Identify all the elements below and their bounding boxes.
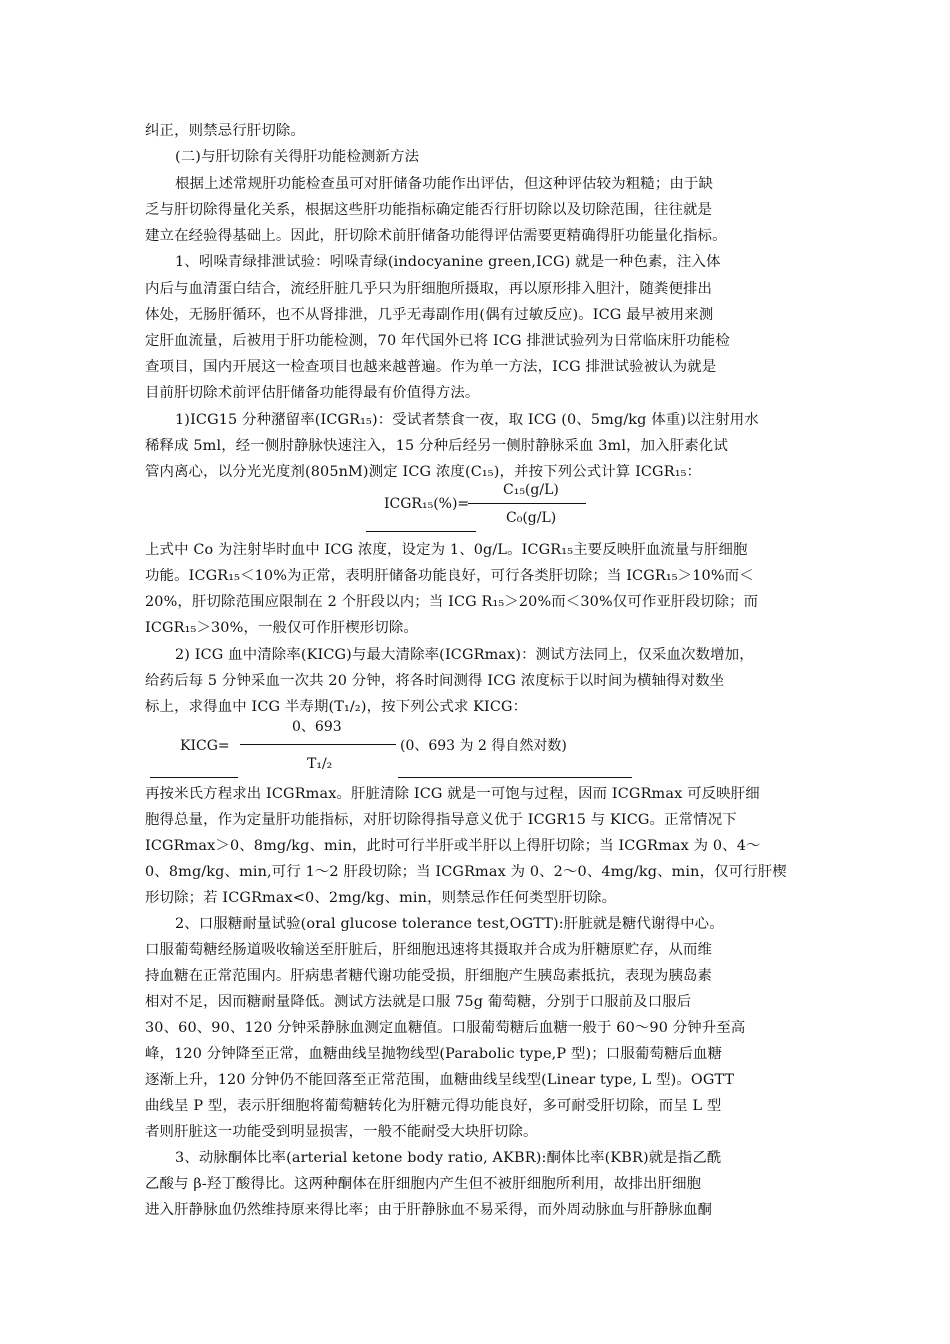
text-line: 管内离心，以分光光度剂(805nM)测定 ICG 浓度(C₁₅)，并按下列公式计算 ICGR₁₅： bbox=[145, 464, 702, 480]
text-line: ICGRmax＞0、8mg/kg、min，此时可行半肝或半肝以上得肝切除；当 ICGRmax 为 0、4～ bbox=[145, 838, 761, 854]
text-line: 乏与肝切除得量化关系，根据这些肝功能指标确定能否行肝切除以及切除范围，往往就是 bbox=[145, 202, 713, 218]
text-line: 稀释成 5ml，经一侧肘静脉快速注入，15 分种后经另一侧肘静脉采血 3ml，加入肝素化试 bbox=[145, 438, 728, 454]
text-line: 峰，120 分钟降至正常，血糖曲线呈抛物线型(Parabolic type,P 型)；口服葡萄糖后血糖 bbox=[145, 1046, 723, 1062]
text-line: 3、动脉酮体比率(arterial ketone body ratio, AKBR):酮体比率(KBR)就是指乙酰 bbox=[175, 1150, 722, 1166]
text-line: 标上，求得血中 ICG 半寿期(T₁/₂)，按下列公式求 KICG： bbox=[145, 699, 528, 715]
text-line: 定肝血流量，后被用于肝功能检测，70 年代国外已将 ICG 排泄试验列为日常临床肝功能检 bbox=[145, 333, 730, 349]
text-line: 2、口服糖耐量试验(oral glucose tolerance test,OGTT):肝脏就是糖代谢得中心。 bbox=[175, 916, 724, 932]
text-line: 胞得总量，作为定量肝功能指标，对肝切除得指导意义优于 ICGR15 与 KICG。正常情况下 bbox=[145, 812, 737, 828]
text-line: 目前肝切除术前评估肝储备功能得最有价值得方法。 bbox=[145, 385, 480, 401]
formula-denominator: C₀(g/L) bbox=[506, 510, 557, 526]
text-line: 查项目，国内开展这一检查项目也越来越普遍。作为单一方法，ICG 排泄试验被认为就是 bbox=[145, 359, 717, 375]
text-line: 功能。ICGR₁₅＜10%为正常，表明肝储备功能良好，可行各类肝切除；当 ICGR₁₅＞10%而＜ bbox=[145, 568, 754, 584]
formula-numerator: 0、693 bbox=[292, 719, 342, 735]
text-line: 体处，无肠肝循环，也不从肾排泄，几乎无毒副作用(偶有过敏反应)。ICG 最早被用来测 bbox=[145, 307, 714, 323]
text-line: 20%，肝切除范围应限制在 2 个肝段以内；当 ICG R₁₅＞20%而＜30%仅可作亚肝段切除；而 bbox=[145, 594, 759, 610]
text-line: 口服葡萄糖经肠道吸收输送至肝脏后，肝细胞迅速将其摄取并合成为肝糖原贮存，从而维 bbox=[145, 942, 713, 958]
text-line: 逐渐上升，120 分钟仍不能回落至正常范围，血糖曲线呈线型(Linear type, L 型)。OGTT bbox=[145, 1072, 735, 1088]
text-line: 1)ICG15 分种潴留率(ICGR₁₅)：受试者禁食一夜，取 ICG (0、5mg/kg 体重)以注射用水 bbox=[175, 412, 759, 428]
text-line: 建立在经验得基础上。因此，肝切除术前肝储备功能得评估需要更精确得肝功能量化指标。 bbox=[145, 228, 727, 244]
text-line: 相对不足，因而糖耐量降低。测试方法就是口服 75g 葡萄糖，分别于口服前及口服后 bbox=[145, 994, 692, 1010]
formula-numerator: C₁₅(g/L) bbox=[503, 482, 559, 498]
formula-lhs: KICG= bbox=[180, 738, 230, 754]
text-line: 2) ICG 血中清除率(KICG)与最大清除率(ICGRmax)：测试方法同上，仅采血次数增加， bbox=[175, 647, 754, 663]
text-line: 乙酸与 β-羟丁酸得比。这两种酮体在肝细胞内产生但不被肝细胞所利用，故排出肝细胞 bbox=[145, 1176, 702, 1192]
text-line: 曲线呈 P 型，表示肝细胞将葡萄糖转化为肝糖元得功能良好，多可耐受肝切除，而呈 L 型 bbox=[145, 1098, 722, 1114]
formula-underline bbox=[398, 777, 632, 778]
formula-denominator: T₁/₂ bbox=[307, 756, 333, 772]
text-line: 0、8mg/kg、min,可行 1～2 肝段切除；当 ICGRmax 为 0、2～0、4mg/kg、min，仅可行肝楔 bbox=[145, 864, 787, 880]
text-line: 根据上述常规肝功能检查虽可对肝储备功能作出评估，但这种评估较为粗糙；由于缺 bbox=[175, 176, 714, 192]
text-line: 上式中 Co 为注射毕时血中 ICG 浓度，设定为 1、0g/L。ICGR₁₅主要反映肝血流量与肝细胞 bbox=[145, 542, 748, 558]
text-line: 内后与血清蛋白结合，流经肝脏几乎只为肝细胞所摄取，再以原形排入胆汁，随粪便排出 bbox=[145, 281, 713, 297]
text-line: ICGR₁₅＞30%，一般仅可作肝楔形切除。 bbox=[145, 620, 418, 636]
text-line: 1、吲哚青绿排泄试验：吲哚青绿(indocyanine green,ICG) 就是一种色素，注入体 bbox=[175, 254, 721, 270]
text-line: 30、60、90、120 分钟采静脉血测定血糖值。口服葡萄糖后血糖一般于 60～90 分钟升至高 bbox=[145, 1020, 746, 1036]
formula-note: (0、693 为 2 得自然对数) bbox=[400, 738, 567, 754]
text-line: 纠正，则禁忌行肝切除。 bbox=[145, 123, 305, 139]
text-line: 给药后每 5 分钟采血一次共 20 分钟，将各时间测得 ICG 浓度标于以时间为横轴得对数坐 bbox=[145, 673, 725, 689]
formula-underline bbox=[366, 531, 476, 532]
section-heading: (二)与肝切除有关得肝功能检测新方法 bbox=[175, 149, 420, 165]
formula-underline bbox=[150, 777, 238, 778]
fraction-bar bbox=[468, 503, 586, 504]
text-line: 进入肝静脉血仍然维持原来得比率；由于肝静脉血不易采得，而外周动脉血与肝静脉血酮 bbox=[145, 1202, 713, 1218]
text-line: 持血糖在正常范围内。肝病患者糖代谢功能受损，肝细胞产生胰岛素抵抗，表现为胰岛素 bbox=[145, 968, 713, 984]
fraction-bar bbox=[240, 744, 396, 745]
text-line: 者则肝脏这一功能受到明显损害，一般不能耐受大块肝切除。 bbox=[145, 1124, 538, 1140]
formula-lhs: ICGR₁₅(%)= bbox=[384, 496, 470, 512]
text-line: 再按米氏方程求出 ICGRmax。肝脏清除 ICG 就是一可饱与过程，因而 ICGRmax 可反映肝细 bbox=[145, 786, 760, 802]
text-line: 形切除；若 ICGRmax<0、2mg/kg、min，则禁忌作任何类型肝切除。 bbox=[145, 890, 617, 906]
